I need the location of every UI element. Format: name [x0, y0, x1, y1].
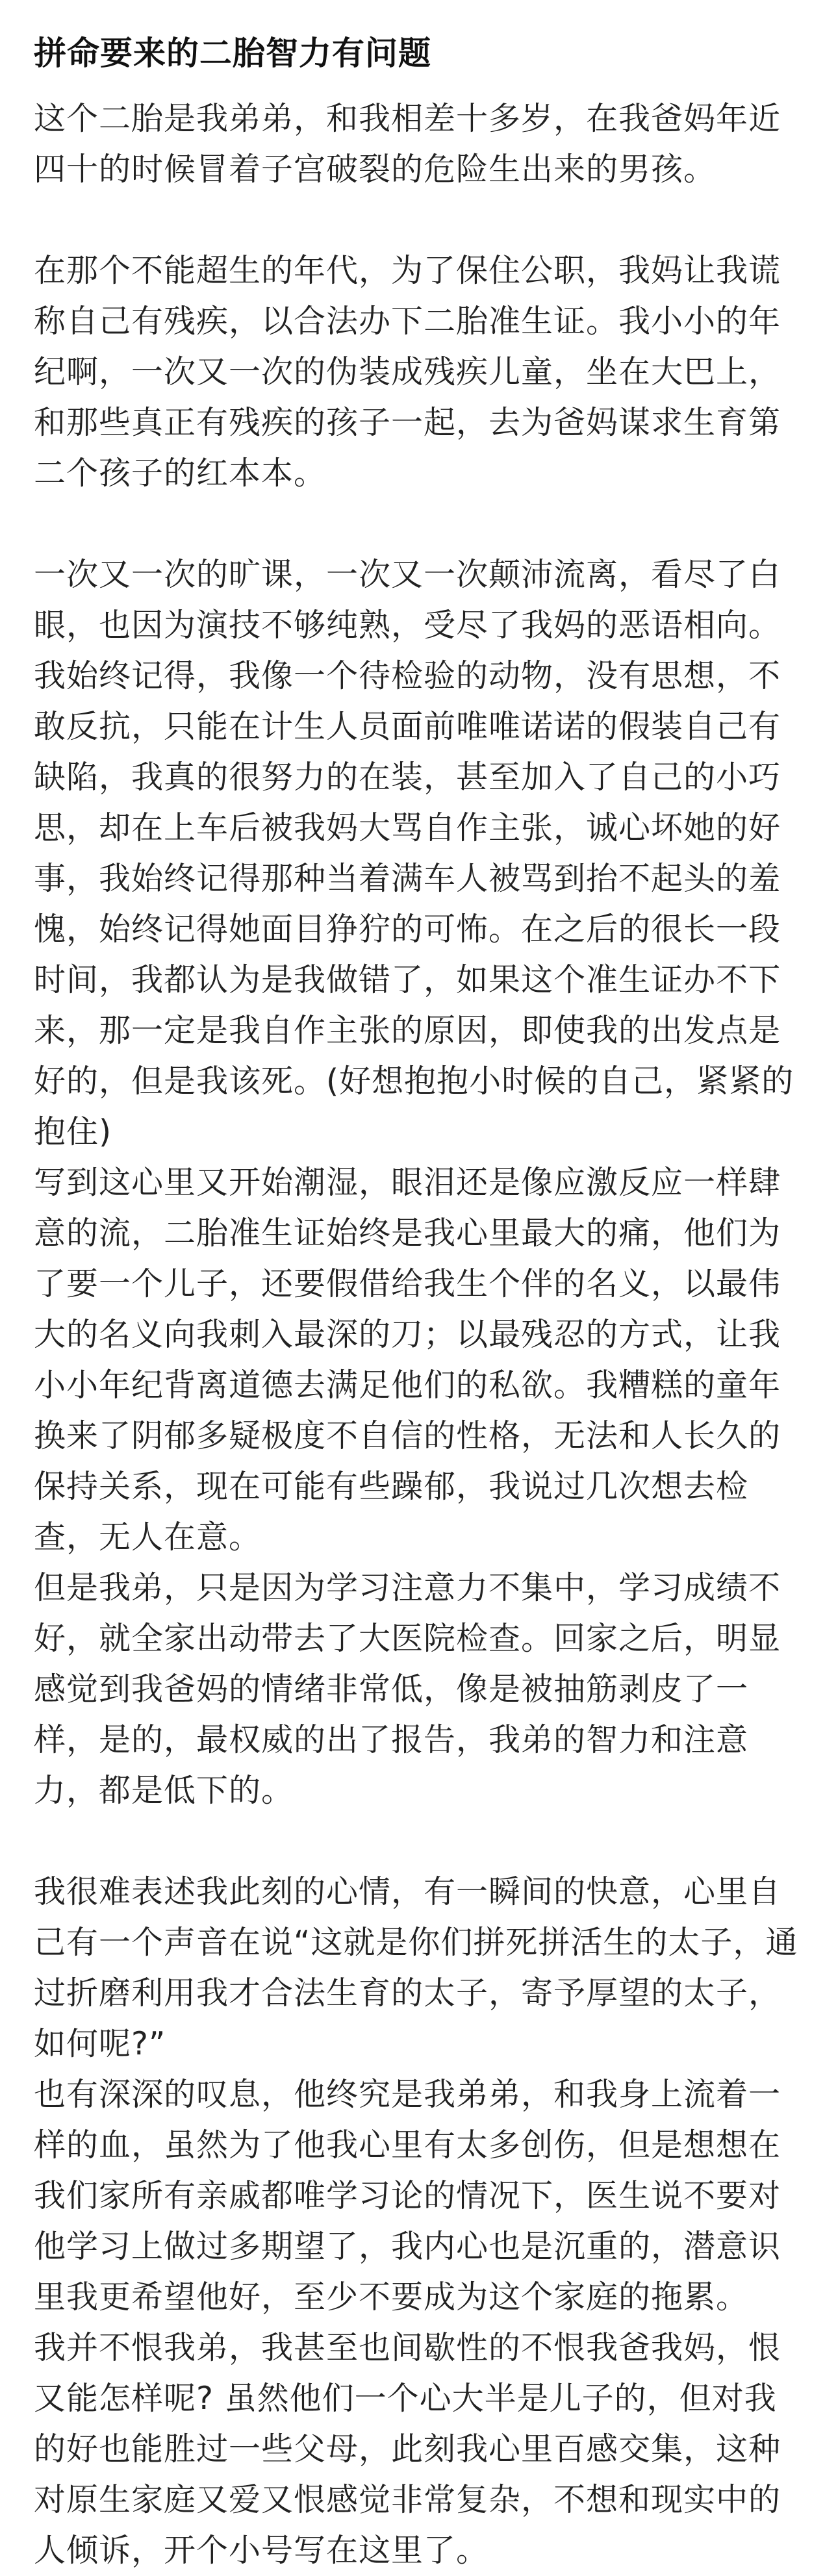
paragraph-birth-permit: 在那个不能超生的年代，为了保住公职，我妈让我谎称自己有残疾，以合法办下二胎准生证。我小小的年纪啊，一次又一次的伪装成残疾儿童，坐在大巴上，和那些真正有残疾的孩子一起，去为爸妈谋求生育第二个孩子的红本本。 — [34, 252, 781, 492]
post-container — [34, 26, 807, 2576]
paragraph-intro: 这个二胎是我弟弟，和我相差十多岁，在我爸妈年近四十的时候冒着子宫破裂的危险生出来的男孩。 — [34, 100, 781, 188]
paragraph-brother-checkup: 但是我弟，只是因为学习注意力不集中，学习成绩不好，就全家出动带去了大医院检查。回家之后，明显感觉到我爸妈的情绪非常低，像是被抽筋剥皮了一样，是的，最权威的出了报告，我弟的智力和注意力，都是低下的。 — [34, 1569, 781, 1809]
paragraph-childhood: 一次又一次的旷课，一次又一次颠沛流离，看尽了白眼，也因为演技不够纯熟，受尽了我妈的恶语相向。我始终记得，我像一个待检验的动物，没有思想，不敢反抗，只能在计生人员面前唯唯诺诺的假装自己有缺陷，我真的很努力的在装，甚至加入了自己的小巧思，却在上车后被我妈大骂自作主张，诚心坏她的好事，我始终记得那种当着满车人被骂到抬不起头的羞愧，始终记得她面目狰狞的可怖。在之后的很长一段时间，我都认为是我做错了，如果这个准生证办不下来，那一定是我自作主张的原因，即使我的出发点是好的，但是我该死。(好想抱抱小时候的自己，紧紧的抱住) — [34, 556, 794, 1150]
paragraph-feelings: 我很难表述我此刻的心情，有一瞬间的快意，心里自己有一个声音在说“这就是你们拼死拼活生的太子，通过折磨利用我才合法生育的太子，寄予厚望的太子，如何呢?” — [34, 1873, 798, 2062]
paragraph-spacer — [34, 1816, 807, 1867]
paragraph-spacer — [34, 195, 807, 246]
paragraph-pain: 写到这心里又开始潮湿，眼泪还是像应激反应一样肆意的流，二胎准生证始终是我心里最大的痛，他们为了要一个儿子，还要假借给我生个伴的名义，以最伟大的名义向我刺入最深的刀；以最残忍的方式，让我小小年纪背离道德去满足他们的私欲。我糟糕的童年换来了阴郁多疑极度不自信的性格，无法和人长久的保持关系，现在可能有些躁郁，我说过几次想去检查，无人在意。 — [34, 1164, 781, 1556]
post-title: 拼命要来的二胎智力有问题 — [34, 34, 431, 72]
paragraph-spacer — [34, 499, 807, 549]
post-body — [34, 94, 807, 2576]
paragraph-conclusion: 我并不恨我弟，我甚至也间歇性的不恨我爸我妈，恨又能怎样呢? 虽然他们一个心大半是儿子的，但对我的好也能胜过一些父母，此刻我心里百感交集，这种对原生家庭又爱又恨感觉非常复杂，不想和现实中的人倾诉，开个小号写在这里了。 — [34, 2329, 781, 2569]
paragraph-sigh: 也有深深的叹息，他终究是我弟弟，和我身上流着一样的血，虽然为了他我心里有太多创伤，但是想想在我们家所有亲戚都唯学习论的情况下，医生说不要对他学习上做过多期望了，我内心也是沉重的，潜意识里我更希望他好，至少不要成为这个家庭的拖累。 — [34, 2076, 781, 2316]
